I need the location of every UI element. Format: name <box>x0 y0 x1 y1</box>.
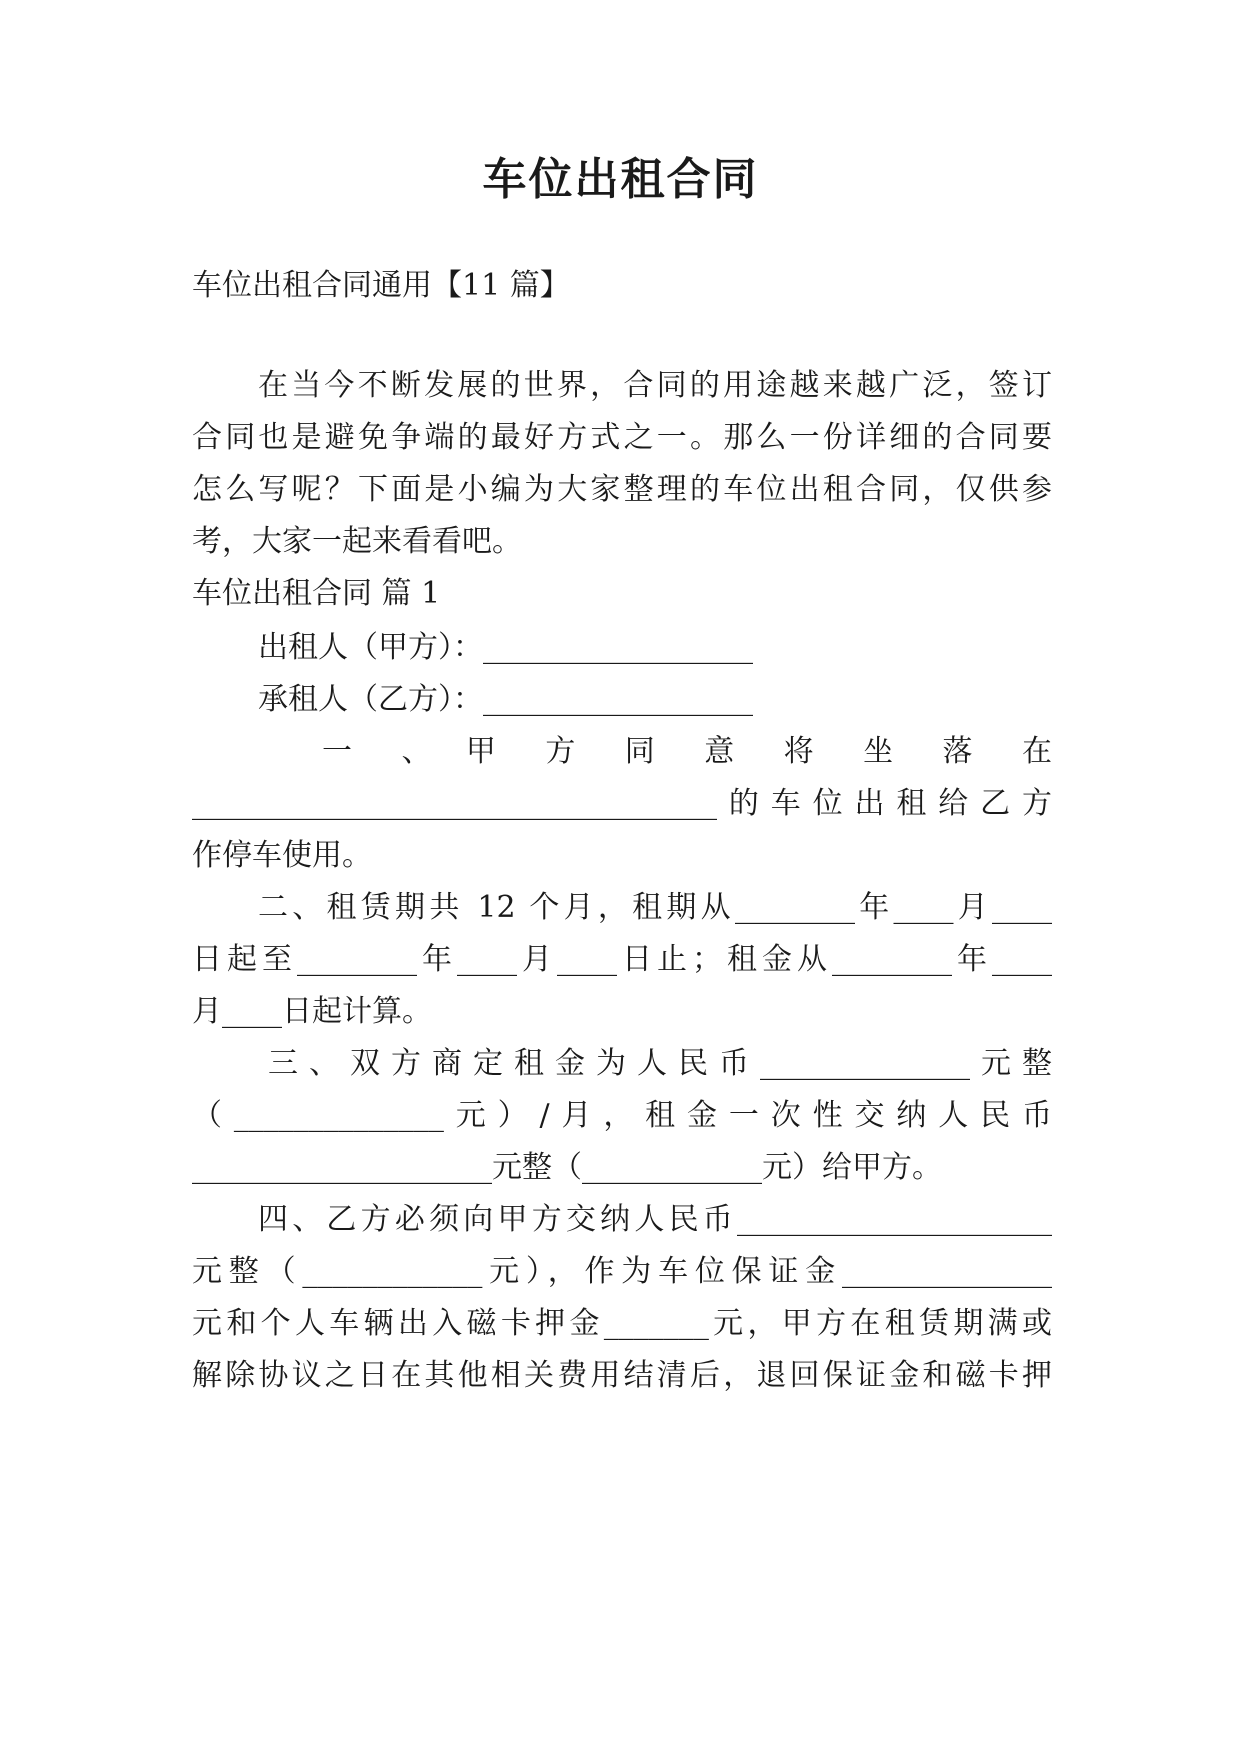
clause-2-line-2: 日起至________年____月____日止；租金从________年____ <box>192 942 1052 977</box>
intro-line-1: 在当今不断发展的世界，合同的用途越来越广泛，签订 <box>258 368 1052 403</box>
intro-line-3: 怎么写呢？下面是小编为大家整理的车位出租合同，仅供参 <box>192 472 1052 507</box>
clause-1-line-2: ___________________________________的车位出租给乙方 <box>192 786 1052 821</box>
clause-3-line-3: ____________________元整（____________元）给甲方。 <box>192 1150 942 1185</box>
document-title: 车位出租合同 <box>482 154 759 205</box>
clause-4-line-3: 元和个人车辆出入磁卡押金_______元，甲方在租赁期满或 <box>192 1306 1052 1341</box>
section-heading: 车位出租合同 篇 1 <box>192 576 441 611</box>
intro-line-2: 合同也是避免争端的最好方式之一。那么一份详细的合同要 <box>192 420 1052 455</box>
clause-2-line-1: 二、租赁期共 12 个月，租期从________年____月____ <box>258 890 1052 925</box>
lessee-line: 承租人（乙方）：__________________ <box>258 682 753 717</box>
clause-4-line-2: 元整（____________元），作为车位保证金______________ <box>192 1254 1052 1289</box>
document-subtitle: 车位出租合同通用【11 篇】 <box>192 268 570 303</box>
clause-3-line-2: （______________元）/月，租金一次性交纳人民币 <box>192 1098 1052 1133</box>
clause-1-line-1: 一 、 甲 方 同 意 将 坐 落 在 <box>322 734 1052 769</box>
clause-4-line-4: 解除协议之日在其他相关费用结清后，退回保证金和磁卡押 <box>192 1358 1052 1393</box>
clause-3-line-1: 三、双方商定租金为人民币______________元整 <box>268 1046 1052 1081</box>
clause-2-line-3: 月____日起计算。 <box>192 994 432 1029</box>
clause-4-line-1: 四、乙方必须向甲方交纳人民币_____________________ <box>258 1202 1052 1237</box>
intro-line-4: 考，大家一起来看看吧。 <box>192 524 522 559</box>
clause-1-line-3: 作停车使用。 <box>192 838 372 873</box>
lessor-line: 出租人（甲方）：__________________ <box>258 630 753 665</box>
